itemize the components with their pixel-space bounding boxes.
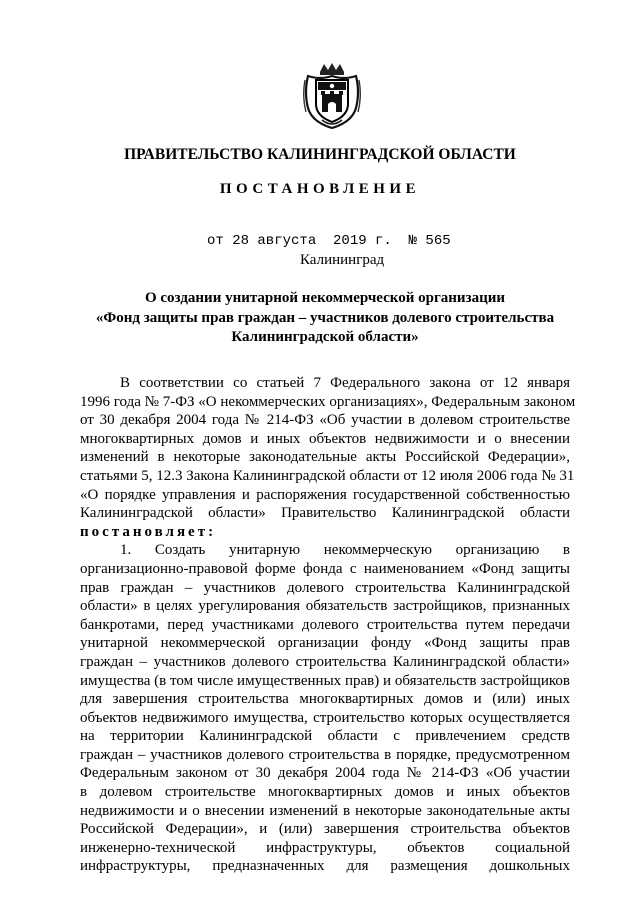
item1-line: граждан – участников долевого строительства Калининградской области» (80, 653, 570, 670)
item1-line: инженерно-технической инфраструктуры, объектов социальной (80, 839, 570, 856)
date-number-line: от 28 августа 2019 г. № 565 (207, 233, 451, 249)
preamble-line: Калининградской области» Правительство Калининградской области (80, 505, 570, 522)
item1-line: Федеральным законом от 30 декабря 2004 года № 214-ФЗ «Об участии (80, 765, 570, 782)
item1-line: прав граждан – участников долевого строительства Калининградской (80, 579, 570, 596)
preamble-line: многоквартирных домов и иных объектов недвижимости и о внесении (80, 430, 570, 447)
item1-line: граждан – участников долевого строительства в порядке, предусмотренном (80, 746, 570, 763)
preamble-line: изменений в некоторые законодательные акты Российской Федерации», (80, 449, 570, 466)
place-of-issue: Калининград (300, 252, 385, 268)
item1-line: Российской Федерации», и (или) завершения строительства объектов (80, 821, 570, 838)
document-type-heading: ПОСТАНОВЛЕНИЕ (219, 181, 421, 197)
subject-line: «Фонд защиты прав граждан – участников долевого строительства (95, 309, 555, 326)
item1-line: имущества (в том числе имущественных прав) и обязательств застройщиков (80, 672, 570, 689)
item1-line: на территории Калининградской области с привлечением средств (80, 728, 570, 745)
item1-line: организационно-правовой форме фонда с наименованием «Фонд защиты (80, 560, 570, 577)
resolves-keyword: постановляет: (80, 523, 217, 540)
preamble-line: В соответствии со статьей 7 Федерального закона от 12 января (120, 375, 570, 391)
preamble-line: статьями 5, 12.3 Закона Калининградской области от 12 июля 2006 года № 31 (80, 467, 575, 484)
item1-line: банкротами, перед участниками долевого строительства путем передачи (80, 616, 570, 633)
preamble-line: 1996 года № 7-ФЗ «О некоммерческих организациях», Федеральным законом (80, 393, 576, 410)
item1-line: недвижимости и о внесении изменений в некоторые законодательные акты (80, 802, 570, 819)
preamble-line: от 30 декабря 2004 года № 214-ФЗ «Об участии в долевом строительстве (80, 412, 570, 429)
preamble-line: «О порядке управления и распоряжения государственной собственностью (80, 486, 570, 503)
subject-line: Калининградской области» (231, 329, 419, 345)
item1-line: для завершения строительства многоквартирных домов и (или) иных (80, 691, 570, 708)
resolution-body (80, 374, 576, 876)
government-title: ПРАВИТЕЛЬСТВО КАЛИНИНГРАДСКОЙ ОБЛАСТИ (124, 146, 516, 163)
item1-line: объектов недвижимого имущества, строительство которых осуществляется (80, 709, 570, 726)
resolution-subject (80, 289, 570, 348)
item1-line: 1. Создать унитарную некоммерческую организацию в (120, 542, 570, 559)
subject-line: О создании унитарной некоммерческой организации (144, 290, 506, 306)
item1-line: инфраструктуры, предназначенных для размещения дошкольных (80, 858, 570, 875)
coat-of-arms-emblem (302, 62, 362, 130)
item1-line: в долевом строительстве многоквартирных домов и иных объектов (80, 784, 570, 801)
item1-line: унитарной некоммерческой организации фонду «Фонд защиты прав (80, 635, 570, 652)
item1-line: области» в целях урегулирования обязательств застройщиков, признанных (80, 598, 570, 615)
